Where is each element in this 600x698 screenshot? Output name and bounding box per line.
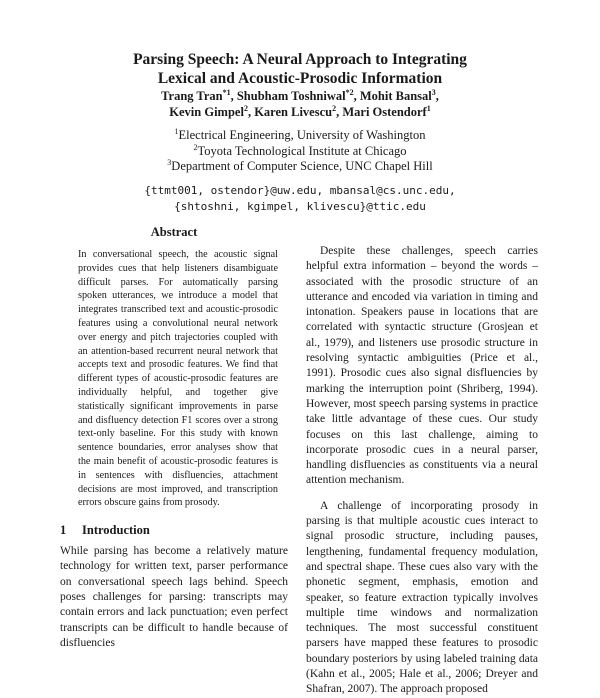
author-name: Karen Livescu xyxy=(254,105,333,119)
title-line-2: Lexical and Acoustic-Prosodic Information xyxy=(157,70,443,87)
title-line-1: Parsing Speech: A Neural Approach to Integrating xyxy=(133,51,467,68)
author-sup: 3 xyxy=(431,87,436,97)
intro-paragraph: While parsing has become a relatively mature technology for written text, parser performance on conversational speech lags behind. Speech poses challenges for parsing: transcripts may contain errors and lack punctuation; even perfect transcripts can be difficult to handle because of disfluencies xyxy=(60,545,288,649)
affiliation-sup: 2 xyxy=(193,142,198,152)
author-sup: *2 xyxy=(345,87,354,97)
author-name: Trang Tran xyxy=(161,89,223,103)
author-sup: *1 xyxy=(222,87,231,97)
right-column xyxy=(306,244,538,698)
author-name: Mari Ostendorf xyxy=(342,105,427,119)
affiliation-text: Toyota Technological Institute at Chicago xyxy=(197,143,407,158)
paper-title xyxy=(60,50,540,88)
body-paragraph-1: Despite these challenges, speech carries helpful extra information – beyond the words – associated with the prosodic structure of an utterance and encoded via variation in timing and intonation. Speakers pause in locations that are correlated with syntactic structure (Grosjean et al., 1979), and listeners use prosodic structure in resolving syntactic ambiguities (Price et al., 1991). Prosodic cues also signal disfluencies by marking the interruption point (Shriberg, 1994). However, most speech parsing systems in practice take little advantage of these cues. Our study focuses on this last challenge, aiming to incorporate prosodic cues in a neural parser, handling disfluencies as constituents via a neural attention mechanism. xyxy=(306,245,538,487)
email-line-2: {shtoshni, kgimpel, klivescu}@ttic.edu xyxy=(174,200,426,213)
author-name: Kevin Gimpel xyxy=(169,105,244,119)
author-name: Mohit Bansal xyxy=(359,89,432,103)
affiliation xyxy=(60,128,540,144)
affiliation xyxy=(60,144,540,160)
abstract-text: In conversational speech, the acoustic signal provides cues that help listeners disambiguate difficult parses. For automatically parsing spoken utterances, we introduce a model that integrates transcribed text and acoustic-prosodic features using a convolutional neural network over energy and pitch trajectories coupled with an attention-based recurrent neural network that accepts text and prosodic features. We find that different types of acoustic-prosodic features are individually helpful, and together give statistically significant improvements in parse and disfluency detection F1 scores over a strong text-only baseline. For this study with known sentence boundaries, error analyses show that the main benefit of acoustic-prosodic features is in sentences with disfluencies, attachment decisions are most improved, and transcription errors obscure gains from prosody. xyxy=(78,249,278,509)
author-sup: 1 xyxy=(426,103,431,113)
affiliation-sup: 1 xyxy=(174,126,179,136)
author-line-1: Trang Tran$^{*1}$, Shubham Toshniwal$^{*2}$, Mohit Bansal$^3$, xyxy=(161,87,439,103)
author-list xyxy=(60,88,540,120)
email-block xyxy=(60,183,540,215)
affiliation-text: Department of Computer Science, UNC Chapel Hill xyxy=(171,159,433,173)
author-sup: 2 xyxy=(243,103,248,113)
affiliation-sup: 3 xyxy=(167,157,172,167)
author-name: Shubham Toshniwal xyxy=(236,89,346,103)
section-title: Introduction xyxy=(82,523,150,538)
email-line-1: {ttmt001, ostendor}@uw.edu, mbansal@cs.unc.edu, xyxy=(144,184,456,197)
abstract-heading: Abstract xyxy=(150,225,198,239)
section-heading-introduction xyxy=(60,523,288,538)
author-line-2: Kevin Gimpel$^2$, Karen Livescu$^2$, Mari Ostendorf$^1$ xyxy=(169,103,431,119)
body-paragraph-2: A challenge of incorporating prosody in parsing is that multiple acoustic cues interact to signal prosodic structure, including pauses, lengthening, fundamental frequency modulation, and spectral shape. These cues also vary with the phonetic segment, emphasis, emotion and speaker, so feature extraction typically involves multiple time windows and normalization techniques. The most successful constituent parsers have mapped these features to prosodic boundary posteriors by using labeled training data (Kahn et al., 2005; Hale et al., 2006; Dreyer and Shafran, 2007). The approach proposed xyxy=(306,499,538,696)
affiliation-text: Electrical Engineering, University of Washington xyxy=(178,128,426,142)
author-sup: 2 xyxy=(332,103,337,113)
affiliation xyxy=(60,159,540,175)
left-column xyxy=(60,225,288,651)
section-number: 1 xyxy=(60,523,67,538)
affiliation-list xyxy=(60,128,540,175)
